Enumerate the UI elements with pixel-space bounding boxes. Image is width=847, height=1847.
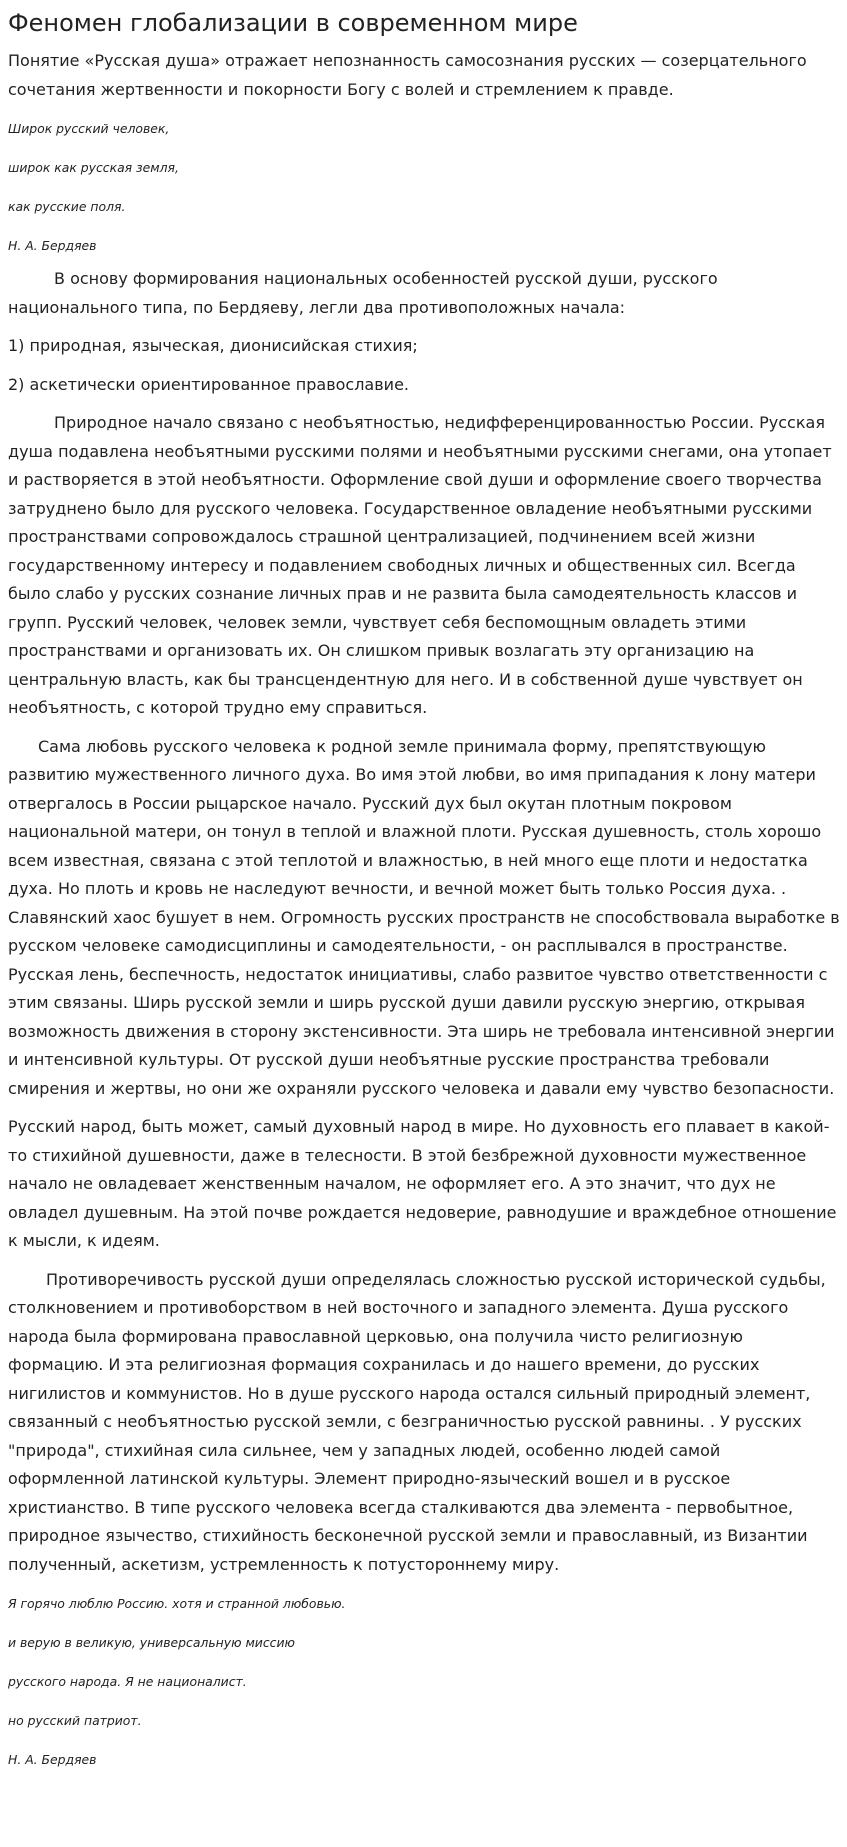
epigraph-line: русского народа. Я не националист. bbox=[8, 1674, 247, 1689]
epigraph-author: Н. А. Бердяев bbox=[8, 238, 97, 253]
paragraph-principles: В основу формирования национальных особенностей русской души, русского национального типа, по Бердяеву, легли два противоположных начала: bbox=[8, 269, 718, 317]
article-title: Феномен глобализации в современном мире bbox=[8, 9, 578, 37]
list-item-2: 2) аскетически ориентированное православие. bbox=[8, 374, 409, 394]
article bbox=[8, 0, 840, 1768]
epigraph-line: широк как русская земля, bbox=[8, 160, 179, 175]
paragraph-love-of-land: Сама любовь русского человека к родной земле принимала форму, препятствующую развитию мужественного личного духа. Во имя этой любви, во имя припадания к лону матери отвергалось в России рыцарское начало. Русский дух был окутан плотным покровом национальной матери, он тонул в теплой и влажной плоти. Русская душевность, столь хорошо всем известная, связана с этой теплотой и влажностью, в ней много еще плоти и недостатка духа. Но плоть и кровь не наследуют вечности, и вечной может быть только Россия духа. . Славянский хаос бушует в нем. Огромность русских пространств не способствовала выработке в русском человеке самодисциплины и самодеятельности, - он расплывался в пространстве. Русская лень, беспечность, недостаток инициативы, слабо развитое чувство ответственности с этим связаны. Ширь русской земли и ширь русской души давили русскую энергию, открывая возможность движения в сторону экстенсивности. Эта ширь не требовала интенсивной энергии и интенсивной культуры. От русской души необъятные русские пространства требовали смирения и жертвы, но они же охраняли русского человека и давали ему чувство безопасности. bbox=[8, 736, 840, 1098]
paragraph-spirituality: Русский народ, быть может, самый духовный народ в мире. Но духовность его плавает в какой-то стихийной душевности, даже в телесности. В этой безбрежной духовности мужественное начало не овладевает женственным началом, не оформляет его. А это значит, что дух не овладел душевным. На этой почве рождается недоверие, равнодушие и враждебное отношение к мысли, к идеям. bbox=[8, 1117, 837, 1250]
intro-paragraph: Понятие «Русская душа» отражает непознанность самосознания русских — созерцательного сочетания жертвенности и покорности Богу с волей и стремлением к правде. bbox=[8, 51, 807, 99]
epigraph-line: Широк русский человек, bbox=[8, 121, 170, 136]
epigraph-line: и верую в великую, универсальную миссию bbox=[8, 1635, 295, 1650]
epigraph-author: Н. А. Бердяев bbox=[8, 1752, 97, 1767]
list-item-1: 1) природная, языческая, дионисийская стихия; bbox=[8, 336, 418, 355]
epigraph-line: как русские поля. bbox=[8, 199, 126, 214]
paragraph-nature: Природное начало связано с необъятностью, недифференцированностью России. Русская душа подавлена необъятными русскими полями и необъятными русскими снегами, она утопает и растворяется в этой необъятности. Оформление свой души и оформление своего творчества затруднено было для русского человека. Государственное овладение необъятными русскими пространствами сопровождалось страшной централизацией, подчинением всей жизни государственному интересу и подавлением свободных личных и общественных сил. Всегда было слабо у русских сознание личных прав и не развита была самодеятельность классов и групп. Русский человек, человек земли, чувствует себя беспомощным овладеть этими пространствами и организовать их. Он слишком привык возлагать эту организацию на центральную власть, как бы трансцендентную для него. И в собственной душе чувствует он необъятность, с которой трудно ему справиться. bbox=[8, 413, 832, 717]
epigraph-line: Я горячо люблю Россию. хотя и странной любовью. bbox=[8, 1596, 346, 1611]
epigraph-line: но русский патриот. bbox=[8, 1713, 142, 1728]
paragraph-contradiction: Противоречивость русской души определялась сложностью русской исторической судьбы, столкновением и противоборством в ней восточного и западного элемента. Душа русского народа была формирована православной церковью, она получила чисто религиозную формацию. И эта религиозная формация сохранилась и до нашего времени, до русских нигилистов и коммунистов. Но в душе русского народа остался сильный природный элемент, связанный с необъятностью русской земли, с безграничностью русской равнины. . У русских "природа", стихийная сила сильнее, чем у западных людей, особенно людей самой оформленной латинской культуры. Элемент природно-языческий вошел и в русское христианство. В типе русского человека всегда сталкиваются два элемента - первобытное, природное язычество, стихийность бесконечной русской земли и православный, из Византии полученный, аскетизм, устремленность к потустороннему миру. bbox=[8, 1269, 826, 1574]
